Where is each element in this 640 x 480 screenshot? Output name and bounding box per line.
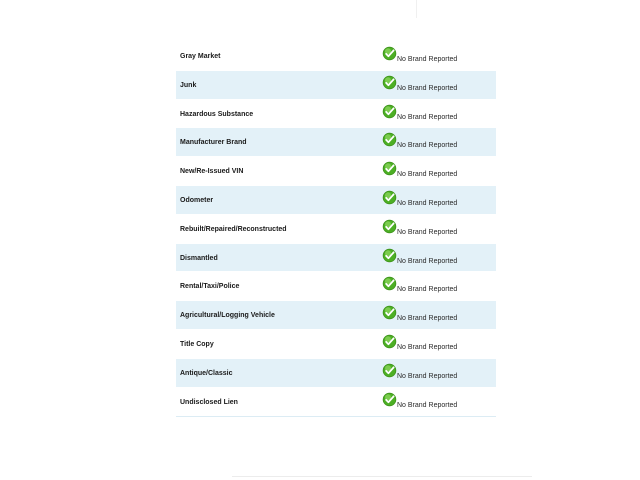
- table-row: [176, 359, 496, 388]
- status-text: No Brand Reported: [397, 171, 458, 179]
- brand-check-table: [176, 42, 496, 416]
- brand-label: Antique/Classic: [180, 369, 233, 377]
- table-row: [176, 128, 496, 157]
- brand-label: Manufacturer Brand: [180, 139, 247, 147]
- brand-label: Title Copy: [180, 340, 214, 348]
- table-row: [176, 42, 496, 71]
- brand-label: Junk: [180, 81, 197, 89]
- status-text: No Brand Reported: [397, 257, 458, 265]
- table-row: [176, 272, 496, 301]
- table-row: [176, 244, 496, 273]
- green-checkmark-icon: [382, 276, 397, 291]
- scan-edge: [416, 0, 417, 18]
- brand-label: Gray Market: [180, 53, 221, 60]
- green-checkmark-icon: [382, 219, 397, 234]
- brand-label: Odometer: [180, 196, 214, 204]
- green-checkmark-icon: [382, 75, 397, 90]
- green-checkmark-icon: [382, 392, 397, 407]
- green-checkmark-icon: [382, 334, 397, 349]
- status-text: No Brand Reported: [397, 228, 458, 236]
- table-row: [176, 215, 496, 244]
- table-row: [176, 100, 496, 129]
- status-text: No Brand Reported: [397, 315, 458, 323]
- table-row: [176, 186, 496, 215]
- brand-label: Undisclosed Lien: [180, 398, 238, 406]
- green-checkmark-icon: [382, 190, 397, 205]
- green-checkmark-icon: [382, 363, 397, 378]
- table-row: [176, 157, 496, 186]
- table-row: [176, 301, 496, 330]
- green-checkmark-icon: [382, 305, 397, 320]
- brand-label: Rental/Taxi/Police: [180, 283, 240, 291]
- table-row: [176, 71, 496, 100]
- brand-label: New/Re-Issued VIN: [180, 168, 244, 176]
- table-row: [176, 330, 496, 359]
- status-text: No Brand Reported: [397, 286, 458, 294]
- green-checkmark-icon: [382, 104, 397, 119]
- status-text: No Brand Reported: [397, 199, 458, 207]
- brand-label: Rebuilt/Repaired/Reconstructed: [180, 225, 287, 233]
- status-text: No Brand Reported: [397, 84, 458, 92]
- green-checkmark-icon: [382, 161, 397, 176]
- status-text: No Brand Reported: [397, 142, 458, 150]
- green-checkmark-icon: [382, 46, 397, 61]
- status-text: No Brand Reported: [397, 113, 458, 121]
- status-text: No Brand Reported: [397, 372, 458, 380]
- brand-label: Hazardous Substance: [180, 110, 254, 118]
- table-divider: [176, 416, 496, 417]
- table-row: [176, 388, 496, 417]
- brand-label: Dismantled: [180, 254, 218, 262]
- green-checkmark-icon: [382, 248, 397, 263]
- green-checkmark-icon: [382, 132, 397, 147]
- brand-label: Agricultural/Logging Vehicle: [180, 312, 275, 320]
- status-text: No Brand Reported: [397, 401, 458, 409]
- scan-edge: [232, 476, 532, 477]
- status-text: No Brand Reported: [397, 56, 458, 63]
- status-text: No Brand Reported: [397, 343, 458, 351]
